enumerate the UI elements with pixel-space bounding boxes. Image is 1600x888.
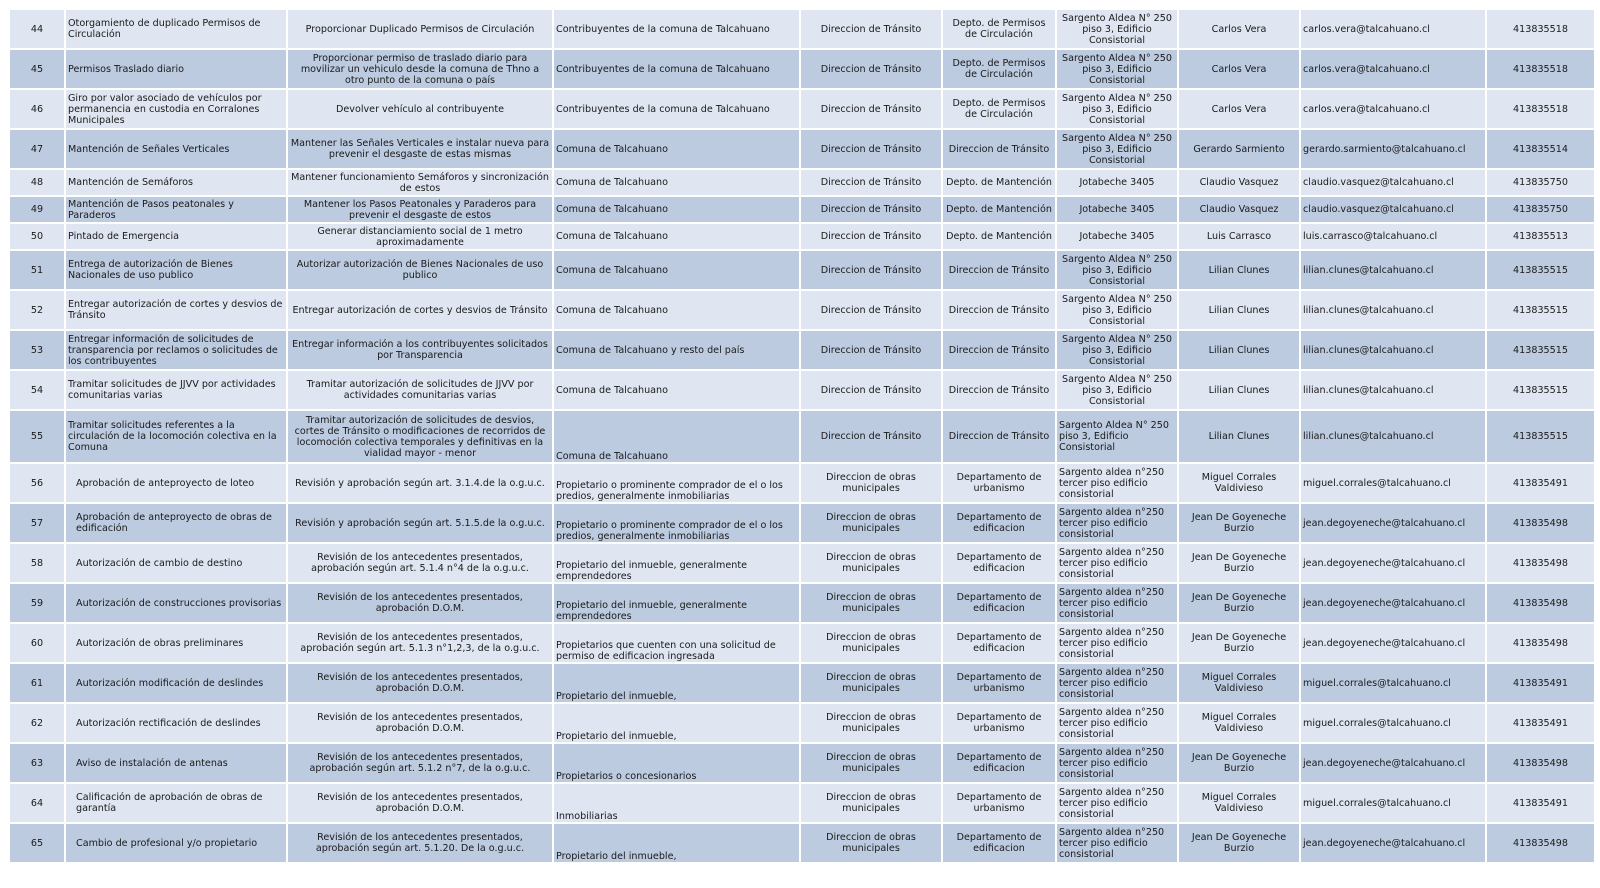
cell-email: claudio.vasquez@talcahuano.cl (1300, 169, 1486, 196)
cell-description: Mantener las Señales Verticales e instalar nueva para prevenir el desgaste de estas mismas (287, 129, 553, 169)
cell-description: Revisión de los antecedentes presentados, aprobación D.O.M. (287, 703, 553, 743)
cell-description: Generar distanciamiento social de 1 metro aproximadamente (287, 223, 553, 250)
cell-service-name: Tramitar solicitudes referentes a la circulación de la locomoción colectiva en la Comuna (65, 410, 287, 463)
cell-number: 58 (9, 543, 65, 583)
cell-direction: Direccion de obras municipales (800, 703, 942, 743)
table-row (9, 743, 1595, 783)
cell-direction: Direccion de Tránsito (800, 370, 942, 410)
cell-users: Comuna de Talcahuano (553, 410, 800, 463)
cell-email: carlos.vera@talcahuano.cl (1300, 49, 1486, 89)
cell-address: Sargento aldea n°250 tercer piso edificio consistorial (1056, 543, 1178, 583)
cell-service-name: Autorización rectificación de deslindes (65, 703, 287, 743)
table-row (9, 129, 1595, 169)
cell-address: Sargento Aldea N° 250 piso 3, Edificio Consistorial (1056, 89, 1178, 129)
cell-service-name: Aprobación de anteproyecto de obras de edificación (65, 503, 287, 543)
cell-service-name: Autorización de obras preliminares (65, 623, 287, 663)
cell-phone: 413835513 (1486, 223, 1595, 250)
cell-phone: 413835491 (1486, 663, 1595, 703)
cell-responsible: Miguel Corrales Valdivieso (1178, 463, 1300, 503)
cell-responsible: Jean De Goyeneche Burzio (1178, 583, 1300, 623)
cell-phone: 413835498 (1486, 543, 1595, 583)
cell-description: Revisión de los antecedentes presentados, aprobación D.O.M. (287, 663, 553, 703)
cell-responsible: Jean De Goyeneche Burzio (1178, 623, 1300, 663)
cell-direction: Direccion de Tránsito (800, 196, 942, 223)
cell-email: jean.degoyeneche@talcahuano.cl (1300, 503, 1486, 543)
cell-number: 56 (9, 463, 65, 503)
cell-email: jean.degoyeneche@talcahuano.cl (1300, 623, 1486, 663)
cell-phone: 413835515 (1486, 410, 1595, 463)
cell-service-name: Otorgamiento de duplicado Permisos de Circulación (65, 9, 287, 49)
table-row (9, 370, 1595, 410)
cell-phone: 413835518 (1486, 49, 1595, 89)
cell-responsible: Carlos Vera (1178, 49, 1300, 89)
cell-users: Contribuyentes de la comuna de Talcahuano (553, 89, 800, 129)
cell-department: Depto. de Mantención (942, 223, 1056, 250)
cell-responsible: Jean De Goyeneche Burzio (1178, 503, 1300, 543)
cell-users: Comuna de Talcahuano (553, 129, 800, 169)
cell-number: 65 (9, 823, 65, 863)
cell-number: 59 (9, 583, 65, 623)
cell-email: lilian.clunes@talcahuano.cl (1300, 250, 1486, 290)
cell-users: Propietario del inmueble, (553, 663, 800, 703)
cell-number: 49 (9, 196, 65, 223)
cell-direction: Direccion de Tránsito (800, 410, 942, 463)
cell-email: miguel.corrales@talcahuano.cl (1300, 703, 1486, 743)
cell-direction: Direccion de obras municipales (800, 663, 942, 703)
cell-number: 47 (9, 129, 65, 169)
cell-direction: Direccion de obras municipales (800, 503, 942, 543)
cell-responsible: Jean De Goyeneche Burzio (1178, 823, 1300, 863)
cell-responsible: Carlos Vera (1178, 9, 1300, 49)
cell-phone: 413835518 (1486, 9, 1595, 49)
cell-description: Revisión y aprobación según art. 5.1.5.de la o.g.u.c. (287, 503, 553, 543)
cell-phone: 413835498 (1486, 823, 1595, 863)
cell-address: Sargento aldea n°250 tercer piso edificio consistorial (1056, 503, 1178, 543)
cell-number: 55 (9, 410, 65, 463)
cell-department: Depto. de Permisos de Circulación (942, 9, 1056, 49)
cell-department: Departamento de edificacion (942, 743, 1056, 783)
cell-responsible: Lilian Clunes (1178, 370, 1300, 410)
cell-address: Sargento Aldea N° 250 piso 3, Edificio Consistorial (1056, 410, 1178, 463)
cell-email: lilian.clunes@talcahuano.cl (1300, 330, 1486, 370)
cell-users: Propietario o prominente comprador de el o los predios, generalmente inmobiliarias (553, 463, 800, 503)
cell-number: 44 (9, 9, 65, 49)
cell-users: Comuna de Talcahuano y resto del país (553, 330, 800, 370)
cell-number: 45 (9, 49, 65, 89)
cell-number: 60 (9, 623, 65, 663)
cell-department: Direccion de Tránsito (942, 290, 1056, 330)
table-row (9, 250, 1595, 290)
cell-direction: Direccion de Tránsito (800, 223, 942, 250)
cell-service-name: Mantención de Semáforos (65, 169, 287, 196)
cell-department: Departamento de urbanismo (942, 463, 1056, 503)
cell-email: miguel.corrales@talcahuano.cl (1300, 463, 1486, 503)
table-row (9, 663, 1595, 703)
cell-email: lilian.clunes@talcahuano.cl (1300, 370, 1486, 410)
cell-department: Departamento de edificacion (942, 543, 1056, 583)
cell-number: 64 (9, 783, 65, 823)
cell-department: Direccion de Tránsito (942, 370, 1056, 410)
cell-address: Sargento aldea n°250 tercer piso edificio consistorial (1056, 743, 1178, 783)
cell-direction: Direccion de obras municipales (800, 463, 942, 503)
cell-users: Inmobiliarias (553, 783, 800, 823)
cell-number: 46 (9, 89, 65, 129)
table-row (9, 623, 1595, 663)
cell-address: Sargento Aldea N° 250 piso 3, Edificio Consistorial (1056, 370, 1178, 410)
cell-description: Devolver vehículo al contribuyente (287, 89, 553, 129)
cell-email: carlos.vera@talcahuano.cl (1300, 89, 1486, 129)
cell-responsible: Miguel Corrales Valdivieso (1178, 783, 1300, 823)
cell-description: Tramitar autorización de solicitudes de desvios, cortes de Tránsito o modificaciones de recorridos de locomoción colectiva temporales y definitivas en la vialidad mayor - menor (287, 410, 553, 463)
cell-users: Propietario o prominente comprador de el o los predios, generalmente inmobiliarias (553, 503, 800, 543)
cell-users: Comuna de Talcahuano (553, 290, 800, 330)
cell-number: 53 (9, 330, 65, 370)
cell-direction: Direccion de Tránsito (800, 330, 942, 370)
cell-phone: 413835491 (1486, 463, 1595, 503)
table-row (9, 196, 1595, 223)
cell-phone: 413835515 (1486, 330, 1595, 370)
cell-phone: 413835498 (1486, 583, 1595, 623)
cell-address: Sargento aldea n°250 tercer piso edificio consistorial (1056, 703, 1178, 743)
cell-department: Depto. de Permisos de Circulación (942, 89, 1056, 129)
table-row (9, 823, 1595, 863)
cell-direction: Direccion de Tránsito (800, 49, 942, 89)
cell-phone: 413835498 (1486, 743, 1595, 783)
cell-description: Revisión de los antecedentes presentados, aprobación D.O.M. (287, 783, 553, 823)
cell-service-name: Calificación de aprobación de obras de garantía (65, 783, 287, 823)
cell-users: Propietario del inmueble, (553, 823, 800, 863)
cell-address: Jotabeche 3405 (1056, 169, 1178, 196)
cell-department: Departamento de edificacion (942, 823, 1056, 863)
cell-direction: Direccion de Tránsito (800, 9, 942, 49)
table-row (9, 503, 1595, 543)
cell-service-name: Cambio de profesional y/o propietario (65, 823, 287, 863)
cell-responsible: Lilian Clunes (1178, 290, 1300, 330)
cell-description: Revisión de los antecedentes presentados, aprobación D.O.M. (287, 583, 553, 623)
cell-phone: 413835750 (1486, 196, 1595, 223)
cell-department: Departamento de urbanismo (942, 663, 1056, 703)
cell-phone: 413835515 (1486, 290, 1595, 330)
cell-responsible: Jean De Goyeneche Burzio (1178, 543, 1300, 583)
cell-users: Contribuyentes de la comuna de Talcahuano (553, 49, 800, 89)
cell-responsible: Gerardo Sarmiento (1178, 129, 1300, 169)
table-row (9, 89, 1595, 129)
cell-number: 51 (9, 250, 65, 290)
cell-number: 63 (9, 743, 65, 783)
cell-direction: Direccion de obras municipales (800, 623, 942, 663)
cell-description: Revisión de los antecedentes presentados, aprobación según art. 5.1.3 n°1,2,3, de la o.g.u.c. (287, 623, 553, 663)
cell-service-name: Entregar autorización de cortes y desvios de Tránsito (65, 290, 287, 330)
cell-description: Mantener los Pasos Peatonales y Paraderos para prevenir el desgaste de estos (287, 196, 553, 223)
table-row (9, 410, 1595, 463)
cell-users: Comuna de Talcahuano (553, 250, 800, 290)
cell-description: Proporcionar Duplicado Permisos de Circulación (287, 9, 553, 49)
cell-responsible: Lilian Clunes (1178, 250, 1300, 290)
cell-email: carlos.vera@talcahuano.cl (1300, 9, 1486, 49)
cell-service-name: Aprobación de anteproyecto de loteo (65, 463, 287, 503)
cell-description: Mantener funcionamiento Semáforos y sincronización de estos (287, 169, 553, 196)
cell-service-name: Giro por valor asociado de vehículos por permanencia en custodia en Corralones Municipales (65, 89, 287, 129)
cell-description: Revisión y aprobación según art. 3.1.4.de la o.g.u.c. (287, 463, 553, 503)
cell-description: Autorizar autorización de Bienes Nacionales de uso publico (287, 250, 553, 290)
cell-users: Propietario del inmueble, generalmente emprendedores (553, 583, 800, 623)
cell-description: Entregar autorización de cortes y desvios de Tránsito (287, 290, 553, 330)
table-body (9, 9, 1595, 863)
cell-email: luis.carrasco@talcahuano.cl (1300, 223, 1486, 250)
table-row (9, 330, 1595, 370)
cell-service-name: Pintado de Emergencia (65, 223, 287, 250)
cell-email: miguel.corrales@talcahuano.cl (1300, 663, 1486, 703)
cell-service-name: Entrega de autorización de Bienes Nacionales de uso publico (65, 250, 287, 290)
cell-direction: Direccion de Tránsito (800, 290, 942, 330)
cell-address: Sargento Aldea N° 250 piso 3, Edificio Consistorial (1056, 9, 1178, 49)
cell-service-name: Mantención de Señales Verticales (65, 129, 287, 169)
cell-direction: Direccion de obras municipales (800, 743, 942, 783)
cell-service-name: Tramitar solicitudes de JJVV por actividades comunitarias varias (65, 370, 287, 410)
cell-department: Departamento de urbanismo (942, 703, 1056, 743)
cell-phone: 413835514 (1486, 129, 1595, 169)
table-row (9, 9, 1595, 49)
cell-description: Revisión de los antecedentes presentados, aprobación según art. 5.1.4 n°4 de la o.g.u.c. (287, 543, 553, 583)
cell-address: Sargento aldea n°250 tercer piso edificio consistorial (1056, 463, 1178, 503)
cell-department: Direccion de Tránsito (942, 129, 1056, 169)
table-row (9, 463, 1595, 503)
cell-department: Direccion de Tránsito (942, 250, 1056, 290)
cell-phone: 413835491 (1486, 783, 1595, 823)
cell-email: jean.degoyeneche@talcahuano.cl (1300, 823, 1486, 863)
cell-department: Departamento de edificacion (942, 623, 1056, 663)
cell-number: 61 (9, 663, 65, 703)
cell-direction: Direccion de Tránsito (800, 169, 942, 196)
cell-phone: 413835518 (1486, 89, 1595, 129)
cell-phone: 413835515 (1486, 250, 1595, 290)
cell-address: Sargento Aldea N° 250 piso 3, Edificio Consistorial (1056, 250, 1178, 290)
cell-responsible: Lilian Clunes (1178, 330, 1300, 370)
cell-department: Direccion de Tránsito (942, 330, 1056, 370)
cell-direction: Direccion de obras municipales (800, 783, 942, 823)
cell-department: Departamento de edificacion (942, 583, 1056, 623)
cell-department: Departamento de urbanismo (942, 783, 1056, 823)
cell-responsible: Jean De Goyeneche Burzio (1178, 743, 1300, 783)
cell-service-name: Autorización de cambio de destino (65, 543, 287, 583)
cell-responsible: Claudio Vasquez (1178, 169, 1300, 196)
table-row (9, 543, 1595, 583)
cell-phone: 413835750 (1486, 169, 1595, 196)
cell-address: Jotabeche 3405 (1056, 223, 1178, 250)
cell-users: Comuna de Talcahuano (553, 169, 800, 196)
services-table (8, 8, 1596, 864)
cell-address: Sargento Aldea N° 250 piso 3, Edificio Consistorial (1056, 290, 1178, 330)
cell-service-name: Entregar información de solicitudes de transparencia por reclamos o solicitudes de los contribuyentes (65, 330, 287, 370)
cell-email: lilian.clunes@talcahuano.cl (1300, 290, 1486, 330)
services-table-sheet (8, 8, 1594, 864)
cell-users: Contribuyentes de la comuna de Talcahuano (553, 9, 800, 49)
cell-direction: Direccion de obras municipales (800, 823, 942, 863)
cell-email: lilian.clunes@talcahuano.cl (1300, 410, 1486, 463)
cell-department: Depto. de Permisos de Circulación (942, 49, 1056, 89)
cell-number: 57 (9, 503, 65, 543)
cell-department: Direccion de Tránsito (942, 410, 1056, 463)
cell-service-name: Mantención de Pasos peatonales y Paraderos (65, 196, 287, 223)
cell-direction: Direccion de Tránsito (800, 129, 942, 169)
cell-users: Comuna de Talcahuano (553, 370, 800, 410)
cell-email: jean.degoyeneche@talcahuano.cl (1300, 543, 1486, 583)
cell-email: jean.degoyeneche@talcahuano.cl (1300, 743, 1486, 783)
cell-number: 50 (9, 223, 65, 250)
cell-address: Sargento Aldea N° 250 piso 3, Edificio Consistorial (1056, 129, 1178, 169)
cell-description: Revisión de los antecedentes presentados, aprobación según art. 5.1.20. De la o.g.u.c. (287, 823, 553, 863)
cell-phone: 413835498 (1486, 623, 1595, 663)
cell-responsible: Miguel Corrales Valdivieso (1178, 703, 1300, 743)
cell-address: Sargento aldea n°250 tercer piso edificio consistorial (1056, 583, 1178, 623)
cell-direction: Direccion de Tránsito (800, 89, 942, 129)
cell-phone: 413835498 (1486, 503, 1595, 543)
cell-users: Propietarios o concesionarios (553, 743, 800, 783)
table-row (9, 49, 1595, 89)
cell-address: Sargento Aldea N° 250 piso 3, Edificio Consistorial (1056, 49, 1178, 89)
cell-department: Departamento de edificacion (942, 503, 1056, 543)
cell-service-name: Permisos Traslado diario (65, 49, 287, 89)
cell-description: Entregar información a los contribuyentes solicitados por Transparencia (287, 330, 553, 370)
cell-responsible: Claudio Vasquez (1178, 196, 1300, 223)
cell-email: claudio.vasquez@talcahuano.cl (1300, 196, 1486, 223)
cell-users: Propietario del inmueble, generalmente emprendedores (553, 543, 800, 583)
cell-phone: 413835515 (1486, 370, 1595, 410)
cell-description: Tramitar autorización de solicitudes de JJVV por actividades comunitarias varias (287, 370, 553, 410)
cell-responsible: Luis Carrasco (1178, 223, 1300, 250)
cell-email: jean.degoyeneche@talcahuano.cl (1300, 583, 1486, 623)
table-row (9, 583, 1595, 623)
cell-department: Depto. de Mantención (942, 196, 1056, 223)
cell-service-name: Autorización de construcciones provisorias (65, 583, 287, 623)
cell-address: Sargento aldea n°250 tercer piso edificio consistorial (1056, 663, 1178, 703)
cell-service-name: Aviso de instalación de antenas (65, 743, 287, 783)
cell-users: Propietarios que cuenten con una solicitud de permiso de edificacion ingresada (553, 623, 800, 663)
cell-address: Sargento aldea n°250 tercer piso edificio consistorial (1056, 823, 1178, 863)
cell-phone: 413835491 (1486, 703, 1595, 743)
cell-number: 48 (9, 169, 65, 196)
cell-users: Comuna de Talcahuano (553, 223, 800, 250)
cell-direction: Direccion de obras municipales (800, 583, 942, 623)
cell-users: Propietario del inmueble, (553, 703, 800, 743)
cell-department: Depto. de Mantención (942, 169, 1056, 196)
cell-description: Proporcionar permiso de traslado diario para movilizar un vehiculo desde la comuna de Thno a otro punto de la comuna o país (287, 49, 553, 89)
cell-address: Sargento aldea n°250 tercer piso edificio consistorial (1056, 623, 1178, 663)
cell-direction: Direccion de Tránsito (800, 250, 942, 290)
table-row (9, 783, 1595, 823)
table-row (9, 703, 1595, 743)
cell-address: Sargento aldea n°250 tercer piso edificio consistorial (1056, 783, 1178, 823)
cell-description: Revisión de los antecedentes presentados, aprobación según art. 5.1.2 n°7, de la o.g.u.c. (287, 743, 553, 783)
cell-users: Comuna de Talcahuano (553, 196, 800, 223)
cell-responsible: Lilian Clunes (1178, 410, 1300, 463)
table-row (9, 223, 1595, 250)
cell-address: Jotabeche 3405 (1056, 196, 1178, 223)
cell-direction: Direccion de obras municipales (800, 543, 942, 583)
cell-email: miguel.corrales@talcahuano.cl (1300, 783, 1486, 823)
cell-responsible: Miguel Corrales Valdivieso (1178, 663, 1300, 703)
cell-email: gerardo.sarmiento@talcahuano.cl (1300, 129, 1486, 169)
cell-number: 54 (9, 370, 65, 410)
cell-address: Sargento Aldea N° 250 piso 3, Edificio Consistorial (1056, 330, 1178, 370)
table-row (9, 169, 1595, 196)
cell-number: 62 (9, 703, 65, 743)
cell-responsible: Carlos Vera (1178, 89, 1300, 129)
cell-service-name: Autorización modificación de deslindes (65, 663, 287, 703)
table-row (9, 290, 1595, 330)
cell-number: 52 (9, 290, 65, 330)
